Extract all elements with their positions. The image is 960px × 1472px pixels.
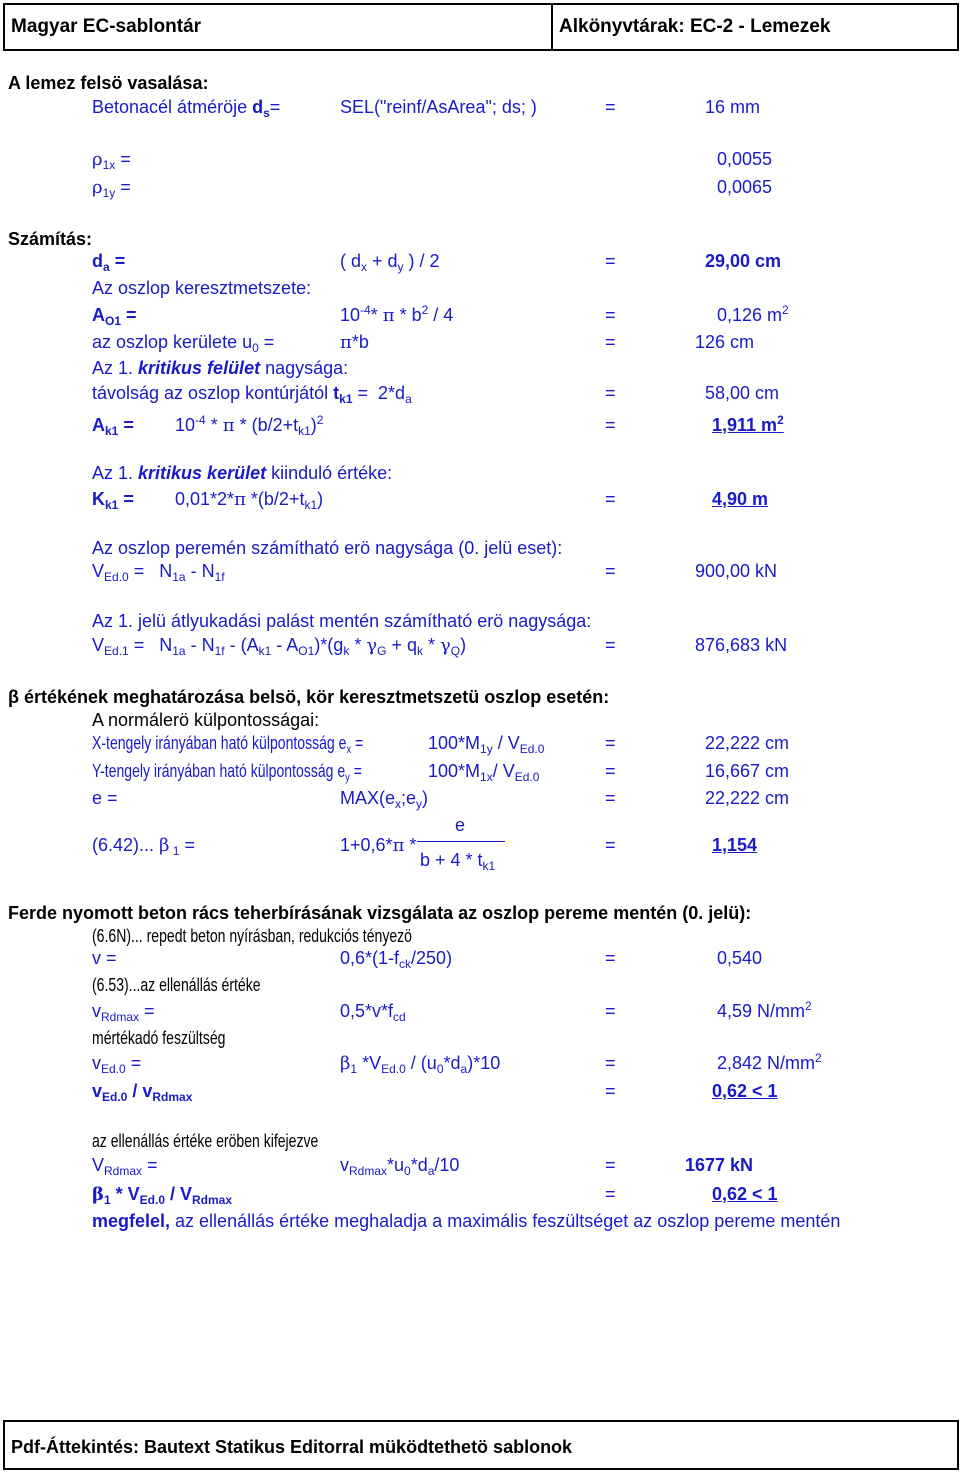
bar-diameter-label: Betonacél átméröje $d_s=$	[92, 97, 281, 120]
VRdmax-expr: $v_{Rdmax}*u_0*d_a/10$	[340, 1155, 460, 1178]
v-note: (6.6N)... repedt beton nyírásban, redukciós tényezö	[92, 926, 412, 946]
rho1x-label: $\rho_{1x}$ =	[92, 149, 131, 172]
vEd0-label: $v_{Ed.0}$ =	[92, 1053, 142, 1076]
bar-diameter-expr: SEL("reinf/AsArea"; ds; )	[340, 97, 537, 117]
bar-diameter-value: 16 mm	[705, 97, 761, 117]
vEd0-expr: $\beta_1$ $*V_{Ed.0} / (u_0*d_a)*10$	[340, 1053, 501, 1076]
footer-text: Pdf-Áttekintés: Bautext Statikus Editorral müködtethetö sablonok	[11, 1437, 573, 1457]
section-title-upper: A lemez felsö vasalása:	[8, 73, 209, 93]
header-right: Alkönyvtárak: EC-2 - Lemezek	[559, 16, 831, 37]
eq-sign: =	[605, 97, 616, 117]
eq-sign: =	[605, 635, 616, 655]
col-cross-section-label: Az oszlop keresztmetszete:	[92, 278, 312, 298]
edge-force-label: Az oszlop peremén számítható erö nagysága (0. jelü eset):	[92, 538, 563, 558]
frac-numerator: e	[455, 815, 466, 835]
fraction-line	[417, 841, 505, 842]
VEd0-label: $V_{Ed.0} = N_{1a} - N_{1f}$	[92, 561, 225, 584]
ey-label: Y-tengely irányában ható külpontosság $e_y$ =	[92, 761, 362, 784]
eq-sign: =	[605, 305, 616, 325]
AO1-value: 0,126 $m^2$	[717, 303, 789, 325]
eq-sign: =	[605, 251, 616, 271]
dist-value: 58,00 cm	[705, 383, 780, 403]
crit-perimeter-heading: Az 1. kritikus kerület kiinduló értéke:	[92, 463, 393, 483]
page-header	[3, 3, 959, 51]
rho1x-value: 0,0055	[717, 149, 773, 169]
vRdmax-label: $v_{Rdmax}$ =	[92, 1001, 155, 1024]
ey-expr: $100*M_{1x}/$ $V_{Ed.0}$	[428, 761, 540, 784]
ex-value: 22,222 cm	[705, 733, 790, 753]
Kk1-label: $K_{k1}$ =	[92, 489, 134, 512]
eq-sign: =	[605, 1184, 616, 1204]
dist-label: távolság az oszlop kontúrjától $t_{k1} = 2*d_a$	[92, 383, 412, 406]
VEd1-label: $V_{Ed.1} = N_{1a} - N_{1f} - (A_{k1} - A_{O1})*(g_k * \gamma_G + q_k * \gamma_Q)$	[92, 635, 467, 658]
eq-sign: =	[605, 1053, 616, 1073]
perimeter-value: 126 cm	[695, 332, 755, 352]
ratio1-label: $v_{Ed.0} / v_{Rdmax}$	[92, 1081, 193, 1104]
section-title-beta: β értékének meghatározása belsö, kör keresztmetszetü oszlop esetén:	[8, 687, 610, 707]
eq-sign: =	[605, 761, 616, 781]
force-note: az ellenállás értéke eröben kifejezve	[92, 1131, 319, 1151]
Kk1-value: 4,90 m	[712, 489, 769, 509]
vRdmax-expr: $0,5*v*f_{cd}$	[340, 1001, 406, 1024]
page-footer	[3, 1420, 959, 1470]
punch-force-label: Az 1. jelü átlyukadási palást mentén számítható erö nagysága:	[92, 611, 592, 631]
vRdmax-value: 4,59 $N/mm^2$	[717, 999, 812, 1021]
eq-sign: =	[605, 835, 616, 855]
eq-sign: =	[605, 383, 616, 403]
conclusion: megfelel, az ellenállás értéke meghaladja a maximális feszültséget az oszlop pereme mentén	[92, 1211, 841, 1231]
perimeter-label: az oszlop kerülete $u_0$ =	[92, 332, 275, 355]
v-value: 0,540	[717, 948, 763, 968]
Kk1-expr: 0,01*2*π $*(b/2+t_{k1})$	[175, 489, 324, 512]
eq-sign: =	[605, 1155, 616, 1175]
VEd1-value: 876,683 kN	[695, 635, 788, 655]
ecc-label: A normálerö külpontosságai:	[92, 710, 320, 730]
VEd0-value: 900,00 kN	[695, 561, 778, 581]
section-title-calc: Számítás:	[8, 229, 93, 249]
e-value: 22,222 cm	[705, 788, 790, 808]
perimeter-expr: π*b	[340, 332, 369, 353]
v-expr: $0,6*(1-f_{ck}/250)$	[340, 948, 453, 971]
da-label: $d_a$ =	[92, 251, 126, 274]
e-expr: $MAX(e_x;e_y)$	[340, 788, 429, 811]
rho1y-label: $\rho_{1y}$ =	[92, 177, 131, 200]
da-expr: ( $d_x + d_y$ ) / 2	[340, 251, 440, 274]
Ak1-expr: $10^{-4} * \pi * (b/2+t_{k1})^2$	[175, 413, 324, 438]
rho1y-value: 0,0065	[717, 177, 773, 197]
vEd0-value: 2,842 $N/mm^2$	[717, 1051, 822, 1073]
Ak1-value: 1,911 $m^2$	[712, 413, 784, 435]
header-left: Magyar EC-sablontár	[5, 5, 553, 49]
Ak1-label: $A_{k1}$ =	[92, 415, 134, 438]
crit-surface-heading: Az 1. kritikus felület nagysága:	[92, 358, 349, 378]
eq-sign: =	[605, 561, 616, 581]
eq-sign: =	[605, 948, 616, 968]
ex-label: X-tengely irányában ható külpontosság $e_x$ =	[92, 733, 364, 756]
eq-sign: =	[605, 489, 616, 509]
VRdmax-label: $V_{Rdmax}$ =	[92, 1155, 158, 1178]
eq-sign: =	[605, 332, 616, 352]
beta1-value: 1,154	[712, 835, 758, 855]
ratio1-value: 0,62 < 1	[712, 1081, 778, 1101]
frac-denominator: $b + 4 * t_{k1}$	[420, 850, 496, 873]
e-label: e =	[92, 788, 118, 808]
res-note: (6.53)...az ellenállás értéke	[92, 975, 261, 995]
VRdmax-value: 1677 kN	[685, 1155, 754, 1175]
eq-sign: =	[605, 1001, 616, 1021]
eq-sign: =	[605, 788, 616, 808]
ex-expr: $100*M_{1y} / V_{Ed.0}$	[428, 733, 545, 756]
eq-sign: =	[605, 1081, 616, 1101]
AO1-expr: $10^{-4}*$ π * $b^2 / 4$	[340, 303, 454, 326]
AO1-label: $A_{O1}$ =	[92, 305, 137, 328]
beta1-label: (6.42)... β $_1$ =	[92, 835, 195, 858]
da-value: 29,00 cm	[705, 251, 782, 271]
stress-note: mértékadó feszültség	[92, 1028, 226, 1048]
ratio2-label: $\beta_1 * V_{Ed.0} / V_{Rdmax}$	[92, 1184, 233, 1207]
ey-value: 16,667 cm	[705, 761, 790, 781]
section-title-strut: Ferde nyomott beton rács teherbírásának vizsgálata az oszlop pereme mentén (0. jelü):	[8, 903, 752, 923]
eq-sign: =	[605, 733, 616, 753]
beta1-expr: 1+0,6*π *	[340, 835, 417, 856]
ratio2-value: 0,62 < 1	[712, 1184, 778, 1204]
eq-sign: =	[605, 415, 616, 435]
v-label: v =	[92, 948, 117, 968]
